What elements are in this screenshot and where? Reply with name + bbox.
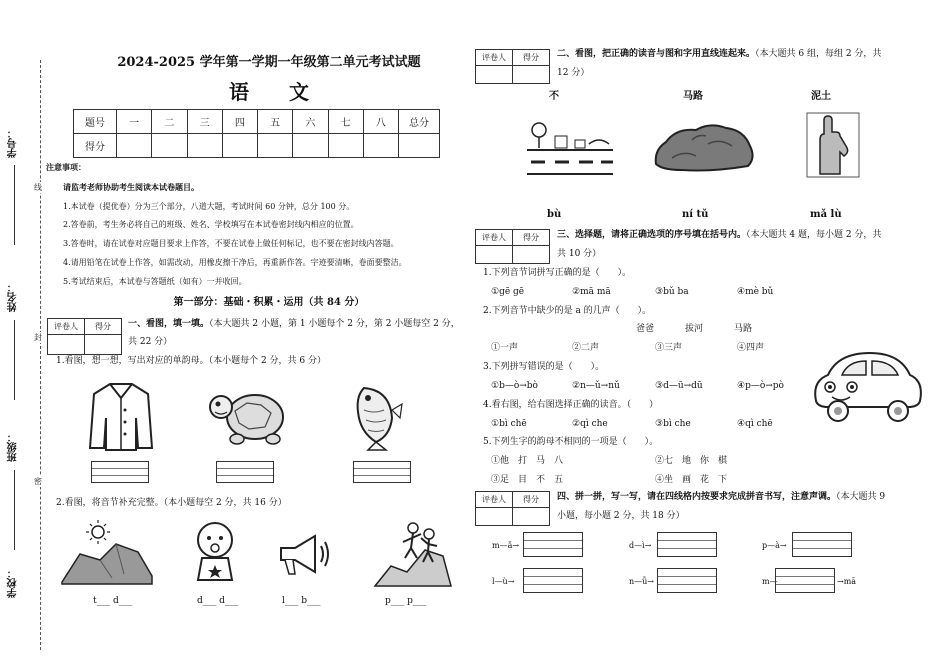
- syllable-blank[interactable]: p___ p___: [385, 596, 427, 606]
- q3-option[interactable]: ③三声: [655, 343, 683, 353]
- syllable-blank[interactable]: l___ b___: [282, 596, 321, 606]
- q3-option[interactable]: ②七 地 你 棋: [655, 456, 728, 466]
- part1-heading: 第一部分：基础・积累・运用（共 84 分）: [173, 297, 365, 308]
- q3-title: 三、选择题，请将正确选项的序号填在括号内。: [557, 230, 747, 240]
- name-line: [14, 320, 15, 400]
- q3-option[interactable]: ③bì che: [655, 419, 691, 429]
- car-image: [808, 345, 926, 425]
- pinyin-writing-grid[interactable]: [657, 568, 717, 593]
- class-line: [14, 470, 15, 550]
- score-table: [73, 109, 440, 158]
- student-no-label: 学号：: [8, 128, 19, 158]
- student-no-line: [14, 165, 15, 245]
- grader-input[interactable]: [476, 66, 513, 84]
- score-label: 得分: [513, 230, 550, 246]
- syllable-blank[interactable]: t___ d___: [93, 596, 133, 606]
- grader-input[interactable]: [476, 508, 513, 526]
- grader-label: 评卷人: [48, 319, 85, 335]
- q4-prompt: m—: [762, 577, 778, 586]
- score-cell: 得分: [74, 134, 117, 158]
- grader-box-q4: [475, 491, 550, 526]
- q4-prompt-tail: →mā: [837, 577, 857, 586]
- score-table-header-row: [74, 110, 440, 134]
- q2-desc: （本大题共 6 组，每组 2 分，共: [755, 49, 882, 59]
- syllable-blank[interactable]: d___ d___: [197, 596, 239, 606]
- score-cell: 总分: [399, 110, 440, 134]
- score-cell: 六: [293, 110, 328, 134]
- score-input-cell[interactable]: [187, 134, 222, 158]
- q1-sub1: 1.看图，想一想，写出对应的单韵母。（本小题每个 2 分，共 6 分）: [56, 356, 326, 366]
- q1-desc-cont: 共 22 分）: [128, 337, 173, 347]
- q2-word: 泥土: [811, 91, 831, 102]
- score-cell: 八: [363, 110, 398, 134]
- score-cell: 二: [152, 110, 187, 134]
- grader-box-q2: [475, 49, 550, 84]
- q3-option[interactable]: ①b—ò→bò: [491, 381, 538, 391]
- hand-stop-image: [806, 112, 860, 178]
- score-table-score-row: [74, 134, 440, 158]
- pinyin-writing-grid[interactable]: [523, 532, 583, 557]
- score-input-cell[interactable]: [399, 134, 440, 158]
- q3-option[interactable]: ②二声: [572, 343, 600, 353]
- notice-item: 4.请用铅笔在试卷上作答，如需改动，用橡皮擦干净后，再重新作答。字迹要清晰，卷面要整洁。: [63, 258, 407, 267]
- score-input[interactable]: [85, 335, 122, 355]
- q3-desc-cont: 共 10 分）: [557, 249, 602, 259]
- exam-title: 2024-2025 学年第一学期一年级第二单元考试试题: [117, 55, 421, 70]
- q4-prompt: m—ǎ→: [492, 541, 520, 550]
- binding-dashed-line: [40, 60, 41, 650]
- pinyin-writing-grid[interactable]: [775, 568, 835, 593]
- q3-instruction: [557, 230, 912, 241]
- mountain-image: [60, 518, 155, 588]
- q2-word: 马路: [683, 91, 703, 102]
- subject-title: 语 文: [229, 80, 309, 104]
- q4-prompt: d—ì→: [629, 541, 652, 550]
- climbing-image: [373, 516, 453, 588]
- q3-option[interactable]: ④p—ò→pò: [737, 381, 784, 391]
- notice-item: 2.答卷前，考生务必将自己的班级、姓名、学校填写在本试卷密封线内相应的位置。: [63, 220, 359, 229]
- q3-desc: （本大题共 4 题，每小题 2 分，共: [746, 230, 882, 240]
- baby-image: [190, 518, 240, 586]
- notice-item: 5.考试结束后，本试卷与答题纸（如有）一并收回。: [63, 277, 247, 286]
- score-label: 得分: [85, 319, 122, 335]
- score-input-cell[interactable]: [328, 134, 363, 158]
- turtle-image: [205, 383, 290, 449]
- grader-label: 评卷人: [476, 50, 513, 66]
- q4-instruction: [557, 492, 912, 503]
- q3-option[interactable]: ③bǔ ba: [655, 287, 689, 297]
- q1-instruction: [128, 319, 473, 330]
- q3-option[interactable]: ③足 目 不 五: [491, 475, 564, 485]
- grader-box-q1: [47, 318, 122, 355]
- seal-mark-line: 线: [34, 183, 42, 192]
- road-image: [525, 118, 615, 180]
- grader-label: 评卷人: [476, 230, 513, 246]
- notice-title: 注意事项：: [46, 162, 86, 172]
- q3-question: 2.下列音节中缺少的是 a 的几声（ ）。: [483, 306, 652, 316]
- q3-question: 5.下列生字的韵母不相同的一项是（ ）。: [483, 437, 659, 447]
- q3-question: 4.看右图，给右图选择正确的读音。（ ）: [483, 400, 659, 410]
- q2-pinyin: bù: [547, 209, 562, 220]
- score-input-cell[interactable]: [117, 134, 152, 158]
- score-cell: 五: [258, 110, 293, 134]
- q2-title: 二、看图，把正确的读音与图和字用直线连起来。: [557, 49, 756, 59]
- q3-option[interactable]: ③d—ū→dū: [655, 381, 703, 391]
- q2-pinyin: mǎ lù: [810, 209, 842, 220]
- pinyin-writing-grid[interactable]: [792, 532, 852, 557]
- q3-option[interactable]: ②qì che: [572, 419, 608, 429]
- q3-word: 爸爸: [636, 324, 655, 334]
- notice-item: 1.本试卷（提优卷）分为三个部分，八道大题，考试时间 60 分钟，总分 100 分。: [63, 202, 355, 211]
- score-input[interactable]: [513, 246, 550, 264]
- q2-pinyin: ní tǔ: [682, 209, 709, 220]
- q2-desc-cont: 12 分）: [557, 68, 590, 78]
- fish-image: [346, 380, 406, 452]
- score-input[interactable]: [513, 508, 550, 526]
- q3-option[interactable]: ④mè bǔ: [737, 287, 774, 297]
- q3-option[interactable]: ②n—ǔ→nǔ: [572, 381, 620, 391]
- pinyin-writing-grid[interactable]: [353, 461, 411, 483]
- school-label: 学校：: [8, 568, 19, 598]
- q3-word: 马路: [734, 324, 753, 334]
- q3-question: 1.下列音节词拼写正确的是（ ）。: [483, 268, 632, 278]
- q4-desc: （本大题共 9: [836, 492, 886, 502]
- pinyin-writing-grid[interactable]: [657, 532, 717, 557]
- pinyin-writing-grid[interactable]: [523, 568, 583, 593]
- score-cell: 一: [117, 110, 152, 134]
- coat-image: [88, 380, 154, 452]
- q1-sub2: 2.看图，将音节补充完整。（本小题每空 2 分，共 16 分）: [56, 498, 287, 508]
- seal-mark-dense: 密: [34, 477, 42, 486]
- megaphone-image: [275, 530, 333, 578]
- q3-question: 3.下列拼写错误的是（ ）。: [483, 362, 605, 372]
- score-input[interactable]: [513, 66, 550, 84]
- q3-option[interactable]: ①他 打 马 八: [491, 456, 564, 466]
- q4-prompt: p—à→: [762, 541, 787, 550]
- q3-option[interactable]: ②mā mā: [572, 287, 611, 297]
- score-cell: 三: [187, 110, 222, 134]
- grader-box-q3: [475, 229, 550, 264]
- q3-option[interactable]: ④坐 画 花 下: [655, 475, 728, 485]
- score-cell: 四: [222, 110, 257, 134]
- q3-option[interactable]: ④四声: [737, 343, 765, 353]
- pinyin-writing-grid[interactable]: [91, 461, 149, 483]
- class-label: 班级：: [8, 432, 19, 462]
- grader-input[interactable]: [476, 246, 513, 264]
- score-label: 得分: [513, 492, 550, 508]
- name-label: 姓名：: [8, 282, 19, 312]
- score-input-cell[interactable]: [222, 134, 257, 158]
- score-cell: 题号: [74, 110, 117, 134]
- grader-input[interactable]: [48, 335, 85, 355]
- q4-desc-cont: 小题，每小题 2 分，共 18 分）: [557, 511, 685, 521]
- score-label: 得分: [513, 50, 550, 66]
- grader-label: 评卷人: [476, 492, 513, 508]
- q3-option[interactable]: ①bì chē: [491, 419, 527, 429]
- rock-image: [652, 120, 757, 172]
- q1-desc: （本大题共 2 小题，第 1 小题每个 2 分，第 2 小题每空 2 分，: [209, 319, 460, 329]
- notice-item: 3.答卷时，请在试卷对应题目要求上作答，不要在试卷上做任何标记，也不要在密封线内答题。: [63, 239, 399, 248]
- q1-title: 一、看图，填一填。: [128, 319, 210, 329]
- q3-word: 拔河: [685, 324, 704, 334]
- seal-mark-seal: 封: [34, 333, 42, 342]
- q4-prompt: n—ǚ→: [629, 577, 655, 586]
- pinyin-writing-grid[interactable]: [216, 461, 274, 483]
- q2-instruction: [557, 49, 912, 60]
- score-input-cell[interactable]: [258, 134, 293, 158]
- q3-option[interactable]: ①gē gē: [491, 287, 525, 297]
- q2-word: 不: [549, 91, 559, 102]
- score-input-cell[interactable]: [363, 134, 398, 158]
- score-cell: 七: [328, 110, 363, 134]
- notice-intro: 请监考老师协助考生阅读本试卷题目。: [63, 182, 199, 192]
- q4-title: 四、拼一拼，写一写，请在四线格内按要求完成拼音书写，注意声调。: [557, 492, 837, 502]
- score-input-cell[interactable]: [293, 134, 328, 158]
- score-input-cell[interactable]: [152, 134, 187, 158]
- q4-prompt: l—ù→: [492, 577, 515, 586]
- q3-option[interactable]: ④qì chē: [737, 419, 773, 429]
- q3-option[interactable]: ①一声: [491, 343, 519, 353]
